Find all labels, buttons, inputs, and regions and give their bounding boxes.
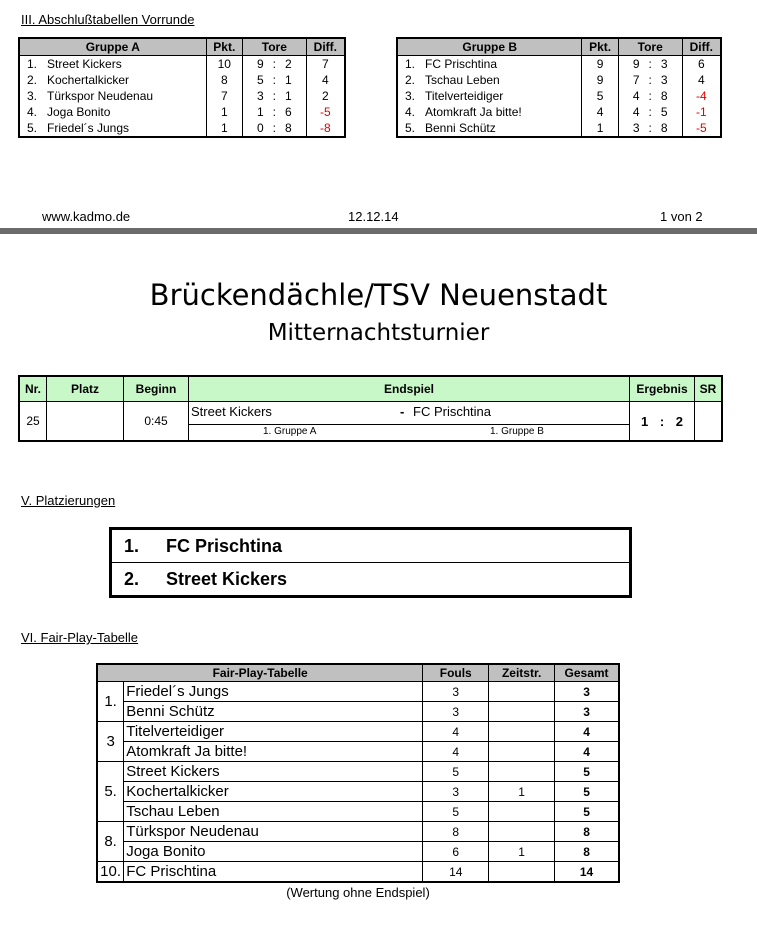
table-row bbox=[397, 88, 721, 104]
table-row bbox=[19, 402, 722, 442]
gesamt-header: Gesamt bbox=[555, 664, 619, 682]
goals-for: 3 bbox=[632, 121, 640, 135]
team-cell bbox=[397, 104, 582, 120]
fairplay-team: Benni Schütz bbox=[124, 702, 423, 722]
sr-header: SR bbox=[695, 376, 723, 402]
team-cell bbox=[397, 120, 582, 137]
score-sep: : bbox=[659, 413, 665, 429]
goals-sep: : bbox=[648, 105, 652, 119]
footer-date: 12.12.14 bbox=[348, 209, 399, 224]
goals-against: 2 bbox=[284, 57, 292, 71]
gesamt-cell: 8 bbox=[555, 842, 619, 862]
fouls-cell: 8 bbox=[423, 822, 489, 842]
diff-cell: 7 bbox=[306, 56, 345, 73]
table-row bbox=[97, 722, 619, 742]
table-row bbox=[19, 120, 345, 137]
zeit-cell bbox=[489, 682, 555, 702]
team-cell bbox=[19, 88, 206, 104]
tore-cell bbox=[618, 120, 682, 137]
placement-rank: 1. bbox=[124, 535, 140, 556]
score-away: 2 bbox=[675, 413, 684, 429]
section6-heading: VI. Fair-Play-Tabelle bbox=[21, 630, 139, 645]
away-qualifier: 1. Gruppe B bbox=[490, 426, 544, 437]
table-row bbox=[397, 56, 721, 73]
gesamt-cell: 4 bbox=[555, 722, 619, 742]
group-b-header: Gruppe B bbox=[397, 38, 582, 56]
section5-heading: V. Platzierungen bbox=[21, 493, 116, 508]
zeit-cell bbox=[489, 762, 555, 782]
goals-sep: : bbox=[648, 89, 652, 103]
group-b-table bbox=[396, 37, 722, 138]
table-row bbox=[97, 802, 619, 822]
zeit-cell bbox=[489, 742, 555, 762]
table-row bbox=[397, 104, 721, 120]
goals-for: 3 bbox=[256, 89, 264, 103]
rank: 5. bbox=[27, 121, 38, 135]
fairplay-note: (Wertung ohne Endspiel) bbox=[286, 885, 430, 900]
pkt-cell: 7 bbox=[206, 88, 242, 104]
diff-cell: -4 bbox=[682, 88, 721, 104]
rank: 2. bbox=[405, 73, 416, 87]
page-subtitle: Mitternachtsturnier bbox=[267, 320, 490, 346]
goals-against: 8 bbox=[660, 89, 668, 103]
placement-table bbox=[109, 527, 632, 598]
fouls-cell: 14 bbox=[423, 862, 489, 883]
team-name: Atomkraft Ja bitte! bbox=[425, 105, 522, 119]
diff-cell: -1 bbox=[682, 104, 721, 120]
goals-for: 4 bbox=[632, 105, 640, 119]
footer-site: www.kadmo.de bbox=[42, 209, 131, 224]
table-row bbox=[97, 782, 619, 802]
goals-sep: : bbox=[272, 121, 276, 135]
fouls-cell: 4 bbox=[423, 742, 489, 762]
placement-row bbox=[111, 529, 631, 563]
table-row bbox=[19, 104, 345, 120]
diff-cell: -5 bbox=[306, 104, 345, 120]
beginn-header: Beginn bbox=[124, 376, 189, 402]
goals-for: 9 bbox=[632, 57, 640, 71]
pkt-cell: 1 bbox=[582, 120, 618, 137]
rank: 4. bbox=[405, 105, 416, 119]
fairplay-team: Tschau Leben bbox=[124, 802, 423, 822]
sr-cell bbox=[695, 402, 723, 442]
table-row bbox=[19, 72, 345, 88]
group-b-diff-header: Diff. bbox=[682, 38, 721, 56]
team-name: Friedel´s Jungs bbox=[47, 121, 130, 135]
page-divider bbox=[0, 228, 757, 234]
gesamt-cell: 5 bbox=[555, 782, 619, 802]
pkt-cell: 4 bbox=[582, 104, 618, 120]
pkt-cell: 10 bbox=[206, 56, 242, 73]
fouls-cell: 3 bbox=[423, 702, 489, 722]
list-item bbox=[111, 563, 631, 597]
pkt-cell: 9 bbox=[582, 72, 618, 88]
group-a-diff-header: Diff. bbox=[306, 38, 345, 56]
table-row bbox=[19, 56, 345, 73]
gesamt-cell: 5 bbox=[555, 802, 619, 822]
platz-header: Platz bbox=[47, 376, 124, 402]
goals-sep: : bbox=[272, 57, 276, 71]
team-name: Kochertalkicker bbox=[47, 73, 130, 87]
team-cell bbox=[397, 56, 582, 73]
table-row bbox=[97, 682, 619, 702]
fairplay-rank: 10. bbox=[97, 862, 124, 883]
fairplay-team: Atomkraft Ja bitte! bbox=[124, 742, 423, 762]
endspiel-header: Endspiel bbox=[189, 376, 630, 402]
home-qualifier: 1. Gruppe A bbox=[263, 426, 317, 437]
goals-against: 3 bbox=[660, 57, 668, 71]
goals-against: 1 bbox=[284, 73, 292, 87]
goals-for: 1 bbox=[256, 105, 264, 119]
pkt-cell: 8 bbox=[206, 72, 242, 88]
fouls-header: Fouls bbox=[423, 664, 489, 682]
fairplay-table bbox=[96, 663, 620, 883]
team-cell bbox=[19, 120, 206, 137]
fairplay-rank: 1. bbox=[97, 682, 124, 722]
tore-cell bbox=[242, 88, 306, 104]
goals-sep: : bbox=[272, 89, 276, 103]
home-team: Street Kickers bbox=[191, 404, 272, 419]
goals-sep: : bbox=[648, 73, 652, 87]
diff-cell: 4 bbox=[682, 72, 721, 88]
footer-page: 1 von 2 bbox=[660, 209, 703, 224]
goals-against: 5 bbox=[660, 105, 668, 119]
fouls-cell: 3 bbox=[423, 782, 489, 802]
list-item bbox=[111, 529, 631, 563]
team-name: FC Prischtina bbox=[425, 57, 498, 71]
ergebnis-header: Ergebnis bbox=[630, 376, 695, 402]
tore-cell bbox=[618, 56, 682, 73]
goals-for: 4 bbox=[632, 89, 640, 103]
pkt-cell: 9 bbox=[582, 56, 618, 73]
placement-row bbox=[111, 563, 631, 597]
goals-sep: : bbox=[648, 57, 652, 71]
team-name: Street Kickers bbox=[47, 57, 122, 71]
table-row bbox=[97, 762, 619, 782]
zeit-cell bbox=[489, 722, 555, 742]
gesamt-cell: 14 bbox=[555, 862, 619, 883]
fairplay-rank: 5. bbox=[97, 762, 124, 822]
zeit-cell bbox=[489, 822, 555, 842]
zeit-cell bbox=[489, 862, 555, 883]
table-row bbox=[19, 88, 345, 104]
group-a-tore-header: Tore bbox=[242, 38, 306, 56]
result-cell bbox=[630, 402, 695, 442]
goals-for: 9 bbox=[256, 57, 264, 71]
team-cell bbox=[19, 104, 206, 120]
score-home: 1 bbox=[640, 413, 649, 429]
fairplay-rank: 8. bbox=[97, 822, 124, 862]
goals-against: 8 bbox=[284, 121, 292, 135]
pkt-cell: 1 bbox=[206, 120, 242, 137]
group-b-tore-header: Tore bbox=[618, 38, 682, 56]
gesamt-cell: 3 bbox=[555, 702, 619, 722]
tore-cell bbox=[242, 104, 306, 120]
fairplay-team: Joga Bonito bbox=[124, 842, 423, 862]
page-title: Brückendächle/TSV Neuenstadt bbox=[149, 278, 608, 312]
tore-cell bbox=[242, 120, 306, 137]
team-name: Benni Schütz bbox=[425, 121, 496, 135]
zeit-cell: 1 bbox=[489, 782, 555, 802]
placement-rank: 2. bbox=[124, 568, 140, 589]
final-table bbox=[18, 375, 723, 442]
diff-cell: -5 bbox=[682, 120, 721, 137]
table-row bbox=[397, 72, 721, 88]
zeit-cell bbox=[489, 802, 555, 822]
table-row bbox=[97, 742, 619, 762]
section3-heading: III. Abschlußtabellen Vorrunde bbox=[21, 12, 195, 27]
group-a-header: Gruppe A bbox=[19, 38, 206, 56]
gesamt-cell: 4 bbox=[555, 742, 619, 762]
rank: 5. bbox=[405, 121, 416, 135]
zeit-header: Zeitstr. bbox=[489, 664, 555, 682]
diff-cell: 4 bbox=[306, 72, 345, 88]
group-b-pkt-header: Pkt. bbox=[582, 38, 618, 56]
table-row bbox=[97, 702, 619, 722]
match-dash: - bbox=[400, 404, 405, 419]
fairplay-team: Titelverteidiger bbox=[124, 722, 423, 742]
table-row bbox=[97, 842, 619, 862]
fairplay-rank: 3 bbox=[97, 722, 124, 762]
fairplay-team: Kochertalkicker bbox=[124, 782, 423, 802]
rank: 4. bbox=[27, 105, 38, 119]
match-line bbox=[189, 402, 629, 425]
goals-sep: : bbox=[272, 73, 276, 87]
goals-against: 6 bbox=[284, 105, 292, 119]
fairplay-team: Türkspor Neudenau bbox=[124, 822, 423, 842]
zeit-cell: 1 bbox=[489, 842, 555, 862]
zeit-cell bbox=[489, 702, 555, 722]
fairplay-header: Fair-Play-Tabelle bbox=[97, 664, 423, 682]
pkt-cell: 5 bbox=[582, 88, 618, 104]
team-name: Tschau Leben bbox=[425, 73, 500, 87]
rank: 3. bbox=[27, 89, 38, 103]
fouls-cell: 6 bbox=[423, 842, 489, 862]
rank: 1. bbox=[405, 57, 416, 71]
rank: 3. bbox=[405, 89, 416, 103]
pkt-cell: 1 bbox=[206, 104, 242, 120]
goals-against: 1 bbox=[284, 89, 292, 103]
tore-cell bbox=[618, 88, 682, 104]
group-a-table bbox=[18, 37, 346, 138]
goals-against: 3 bbox=[660, 73, 668, 87]
fouls-cell: 5 bbox=[423, 802, 489, 822]
goals-sep: : bbox=[648, 121, 652, 135]
rank: 1. bbox=[27, 57, 38, 71]
gesamt-cell: 3 bbox=[555, 682, 619, 702]
table-row bbox=[397, 120, 721, 137]
nr-header: Nr. bbox=[19, 376, 47, 402]
goals-against: 8 bbox=[660, 121, 668, 135]
rank: 2. bbox=[27, 73, 38, 87]
fouls-cell: 4 bbox=[423, 722, 489, 742]
goals-for: 5 bbox=[256, 73, 264, 87]
gesamt-cell: 8 bbox=[555, 822, 619, 842]
fouls-cell: 3 bbox=[423, 682, 489, 702]
team-cell bbox=[19, 72, 206, 88]
goals-sep: : bbox=[272, 105, 276, 119]
fairplay-team: Street Kickers bbox=[124, 762, 423, 782]
tore-cell bbox=[242, 56, 306, 73]
away-team: FC Prischtina bbox=[413, 404, 492, 419]
table-row bbox=[97, 822, 619, 842]
diff-cell: 6 bbox=[682, 56, 721, 73]
nr-cell: 25 bbox=[19, 402, 47, 442]
beginn-cell: 0:45 bbox=[124, 402, 189, 442]
goals-for: 7 bbox=[632, 73, 640, 87]
placement-team: Street Kickers bbox=[166, 568, 288, 589]
tore-cell bbox=[618, 104, 682, 120]
table-row bbox=[97, 862, 619, 883]
fairplay-team: FC Prischtina bbox=[124, 862, 423, 883]
fouls-cell: 5 bbox=[423, 762, 489, 782]
fairplay-team: Friedel´s Jungs bbox=[124, 682, 423, 702]
tore-cell bbox=[242, 72, 306, 88]
team-name: Titelverteidiger bbox=[425, 89, 504, 103]
tore-cell bbox=[618, 72, 682, 88]
team-name: Türkspor Neudenau bbox=[47, 89, 154, 103]
team-name: Joga Bonito bbox=[47, 105, 111, 119]
group-a-pkt-header: Pkt. bbox=[206, 38, 242, 56]
diff-cell: -8 bbox=[306, 120, 345, 137]
gesamt-cell: 5 bbox=[555, 762, 619, 782]
platz-cell bbox=[47, 402, 124, 442]
placement-team: FC Prischtina bbox=[166, 535, 283, 556]
goals-for: 0 bbox=[256, 121, 264, 135]
team-cell bbox=[397, 72, 582, 88]
diff-cell: 2 bbox=[306, 88, 345, 104]
match-cell bbox=[189, 402, 630, 442]
team-cell bbox=[397, 88, 582, 104]
team-cell bbox=[19, 56, 206, 73]
